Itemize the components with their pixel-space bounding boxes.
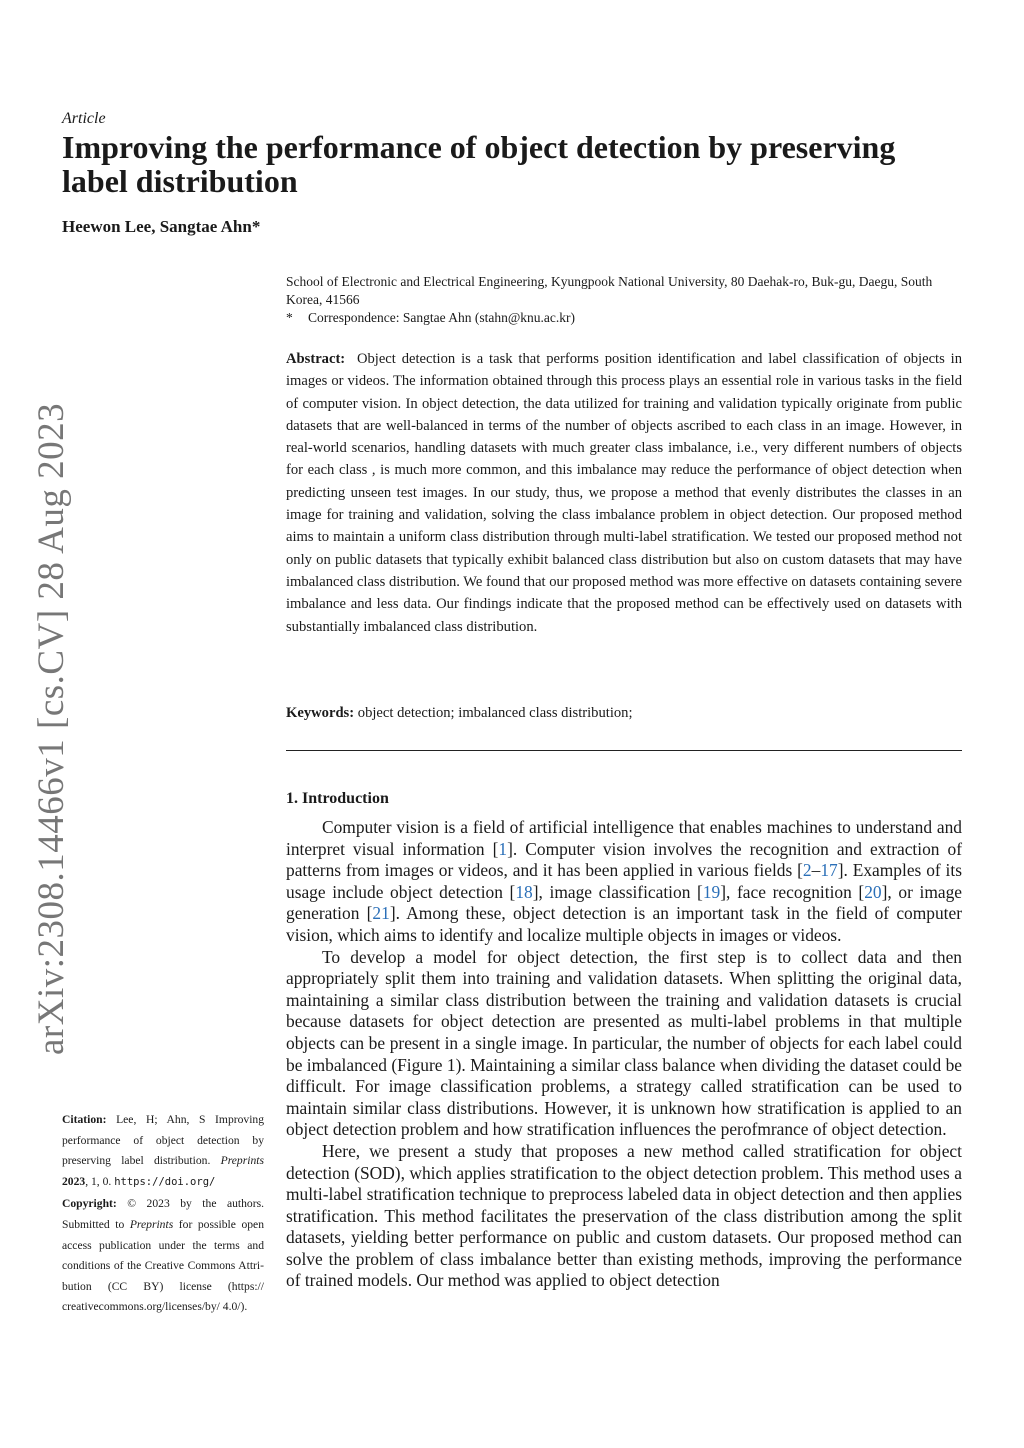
citation-link[interactable]: 17 (820, 860, 838, 881)
citation-link[interactable]: 21 (372, 903, 390, 924)
paragraph-1-text: Computer vision is a field of artificial intelligence that enables machines to understand and interpret visual information [ (286, 817, 962, 859)
copyright-label: Copyright: (62, 1197, 117, 1211)
correspondence-text: Correspondence: Sangtae Ahn (stahn@knu.ac.kr) (308, 310, 575, 325)
article-type-label: Article (62, 110, 106, 127)
citation-range-dash: – (811, 860, 821, 881)
citation-sidebar (62, 1110, 264, 1320)
keywords (286, 705, 962, 722)
citation-link[interactable]: 19 (702, 881, 721, 902)
correspondence (286, 309, 575, 327)
paragraph-1 (286, 817, 962, 947)
citation-volume: , 1, 0. (85, 1174, 112, 1188)
paragraph-1-text: ], face recognition [ (720, 881, 865, 902)
citation-text: Lee, H; Ahn, S Improving performance of object detection by preserving label distribution. (62, 1113, 265, 1168)
citation-link[interactable]: 1 (498, 838, 508, 859)
affiliation: School of Electronic and Electrical Engineering, Kyungpook National University, 80 Daehak-ro, Buk-gu, Daegu, South Korea, 41566 (286, 274, 933, 307)
paragraph-1-text: ], image classification [ (532, 881, 703, 902)
abstract-label: Abstract: (286, 351, 346, 367)
paragraph-1-text: ]. Computer vision involves the recognition and extraction of patterns from images or videos, and it has been applied in various fields [ (286, 838, 962, 881)
paper-title: Improving the performance of object detection by preserving label distribution (62, 129, 896, 199)
citation-block (62, 1110, 264, 1192)
keywords-label: Keywords: (286, 705, 355, 721)
paragraph-3: Here, we present a study that proposes a new method called stratification for object detection (SOD), which applies stratification to the object detection problem. This method uses a multi-label stratification technique to preprocess labeled data in object detection and then applies stratification. This method facilitates the preservation of the class distribution among the split datasets, yielding better performance on public and custom datasets. Our proposed method can solve the problem of class imbalance better than existing methods, improving the performance of trained models. Our method was applied to object detection (286, 1140, 962, 1291)
copyright-text: © 2023 by the authors. Submitted to (62, 1197, 264, 1231)
paragraph-1-text: ]. Examples of its usage include object detection [ (286, 860, 962, 902)
abstract-text: Object detection is a task that performs position identification and label classification of objects in images or videos. The information obtained through this process plays an essential role in various tasks in the field of computer vision. In object detection, the data utilized for training and validation typically originate from public datasets that are well-balanced in terms of the number of objects ascribed to each class in an image. However, in real-world scenarios, handling datasets with much greater class imbalance, i.e., very different numbers of objects for each class , is much more common, and this imbalance may reduce the performance of object detection when predicting unseen test images. In our study, thus, we propose a method that evenly distributes the classes in an image for training and validation, solving the class imbalance problem in object detection. Our proposed method aims to maintain a uniform class distribution through multi-label stratification. We tested our proposed method not only on public datasets that typically exhibit balanced class distribution but also on custom datasets that may have imbalanced class distribution. We found that our proposed method was more effective on datasets containing severe imbalance and less data. Our findings indicate that the proposed method can be effectively used on datasets with substantially imbalanced class distribution. (286, 351, 963, 635)
copyright-block (62, 1194, 264, 1318)
citation-year: 2023 (62, 1174, 86, 1188)
arxiv-stamp: arXiv:2308.14466v1 [cs.CV] 28 Aug 2023 (31, 402, 72, 1055)
citation-doi-link[interactable]: https://doi.org/ (114, 1175, 216, 1188)
section-divider (286, 750, 962, 751)
paragraph-2: To develop a model for object detection, the first step is to collect data and then appropriately split them into training and validation datasets. When splitting the original data, maintaining a similar class distribution between the training and validation datasets is crucial because datasets for object detection are presented as multi-label problems in that multiple objects can be present in a single image. In particular, the number of objects for each label could be imbalanced (Figure 1). Maintaining a similar class balance when dividing the dataset could be difficult. For image classification problems, a strategy called stratification can be used to maintain similar class distributions. However, it is unknown how stratification is applied to an object detection problem and how stratification influences the perofmrance of object detection. (286, 946, 962, 1140)
paragraph-1-text: ]. Among these, object detection is an important task in the field of computer vision, which aims to identify and localize multiple objects in images or videos. (286, 903, 962, 945)
abstract (286, 348, 962, 638)
copyright-journal: Preprints (129, 1217, 174, 1231)
keywords-text: object detection; imbalanced class distribution; (357, 705, 633, 721)
section-heading-introduction: 1. Introduction (286, 790, 389, 807)
citation-link[interactable]: 18 (515, 881, 533, 902)
copyright-license-text: for possible open access publication under the terms and conditions of the Creative Commons Attri- bution (CC BY) license (https:// creativecommons.org/licenses/by/ 4.0/). (62, 1217, 264, 1314)
citation-label: Citation: (62, 1113, 107, 1126)
paragraph-1-text: ], or image generation [ (286, 881, 963, 924)
correspondence-marker: * (286, 310, 293, 325)
citation-link[interactable]: 2 (802, 860, 812, 881)
author-list: Heewon Lee, Sangtae Ahn* (62, 217, 261, 236)
citation-link[interactable]: 20 (864, 881, 882, 902)
citation-journal: Preprints (220, 1154, 264, 1168)
introduction-body (286, 817, 962, 1292)
